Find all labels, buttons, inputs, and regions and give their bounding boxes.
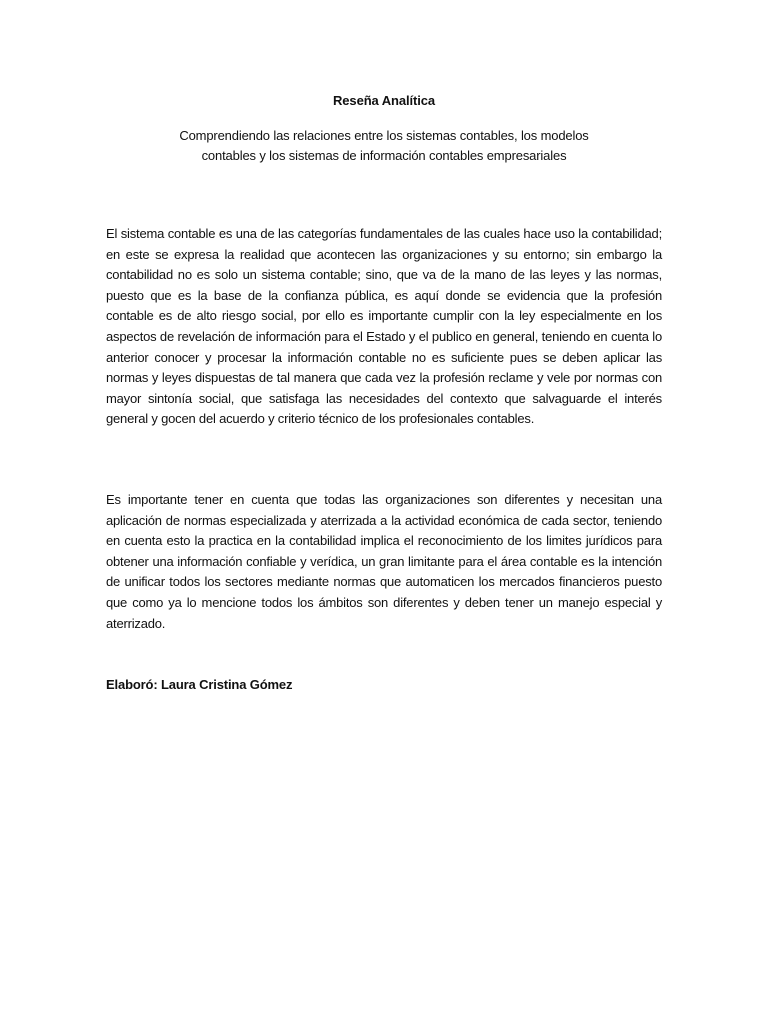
subtitle-line-2: contables y los sistemas de información contables empresariales [201, 148, 567, 163]
document-subtitle [150, 126, 618, 166]
body-paragraph-2: Es importante tener en cuenta que todas las organizaciones son diferentes y necesitan una aplicación de normas especializada y aterrizada a la actividad económica de cada sector, teniendo en cuenta esto la practica en la contabilidad implica el reconocimiento de los limites jurídicos para obtener una información confiable y verídica, un gran limitante para el área contable es la intención de unificar todos los sectores mediante normas que automaticen los mercados financieros puesto que como ya lo mencione todos los ámbitos son diferentes y deben tener un manejo especial y aterrizado. [106, 492, 662, 631]
document-title: Reseña Analítica [333, 93, 435, 108]
subtitle-line-1: Comprendiendo las relaciones entre los sistemas contables, los modelos [179, 128, 589, 143]
author-signature: Elaboró: Laura Cristina Gómez [106, 677, 293, 692]
body-paragraph-1: El sistema contable es una de las categorías fundamentales de las cuales hace uso la contabilidad; en este se expresa la realidad que acontecen las organizaciones y su entorno; sin embargo la contabilidad no es solo un sistema contable; sino, que va de la mano de las leyes y las normas, puesto que es la base de la confianza pública, es aquí donde se evidencia que la profesión contable es de alto riesgo social, por ello es importante cumplir con la ley especialmente en los aspectos de revelación de información para el Estado y el publico en general, teniendo en cuenta lo anterior conocer y procesar la información contable no es suficiente pues se deben aplicar las normas y leyes dispuestas de tal manera que cada vez la profesión reclame y vele por normas con mayor sintonía social, que satisfaga las necesidades del contexto que salvaguarde el interés general y gocen del acuerdo y criterio técnico de los profesionales contables. [106, 226, 662, 427]
